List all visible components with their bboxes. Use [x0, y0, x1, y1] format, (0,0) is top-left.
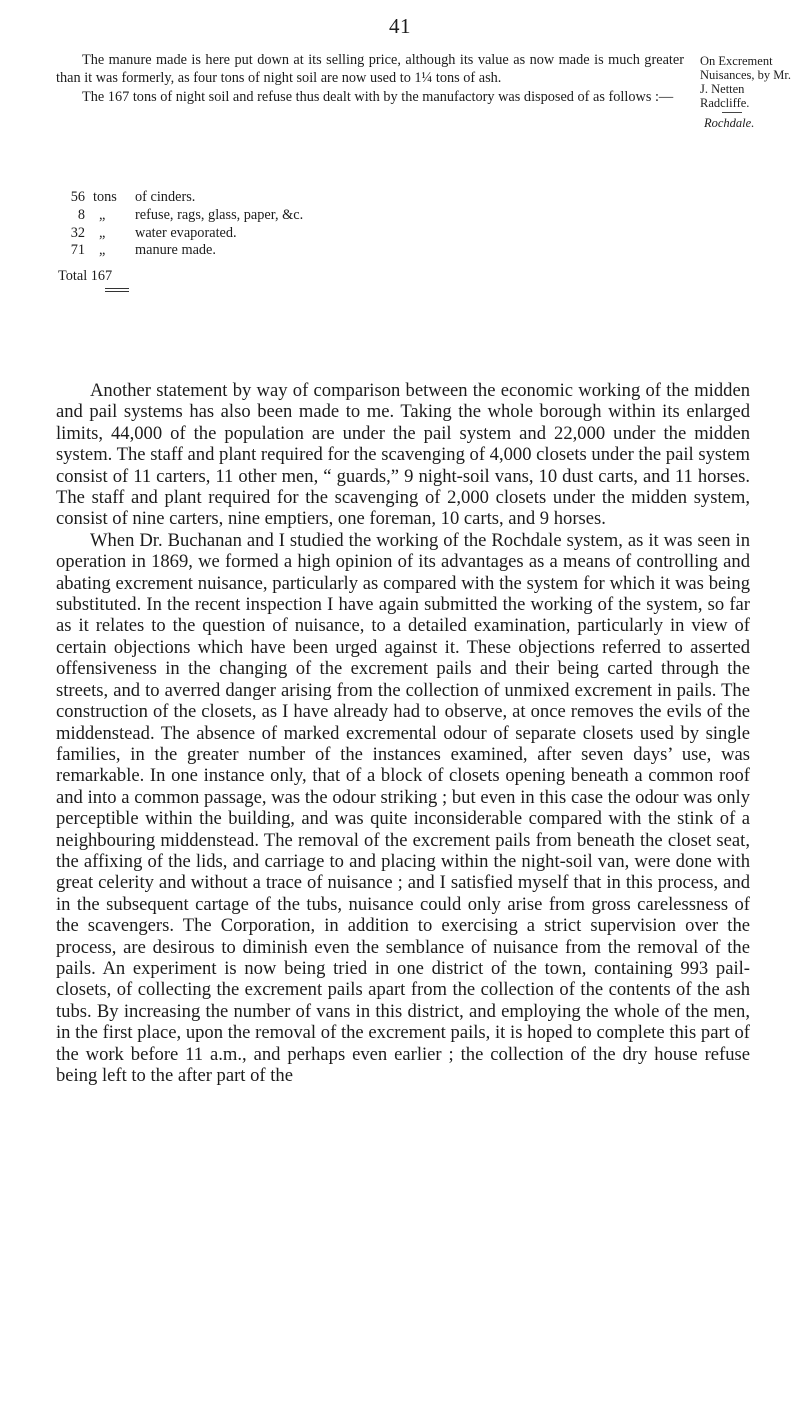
paragraph-comparison: Another statement by way of comparison between the economic working of the midden and pail systems has also been made to me. Taking the whole borough within its enlarged limits, 44,000 of the population are under the pail system and 22,000 under the midden system. The staff and plant required for the scavenging of 4,000 closets under the pail system consist of 11 carters, 11 other men, “ guards,” 9 night-soil vans, 10 dust carts, and 11 horses. The staff and plant required for the scavenging of 2,000 closets under the midden system, consist of nine carters, nine emptiers, one foreman, 10 carts, and 9 horses. [56, 380, 750, 530]
table-row [58, 207, 578, 225]
margin-note [700, 54, 796, 130]
main-text [56, 380, 750, 1086]
row-item: refuse, rags, glass, paper, &c. [135, 206, 304, 223]
table-row [58, 242, 578, 260]
disposal-table [58, 189, 578, 292]
paragraph-rochdale-system: When Dr. Buchanan and I studied the working of the Rochdale system, as it was seen in operation in 1869, we formed a high opinion of its advantages as a means of controlling and abating excrement nuisance, particularly as compared with the system for which it was being substituted. In the recent inspection I have again submitted the working of the system, so far as it relates to the question of nuisance, to a detailed examination, particularly in view of certain objections which have been urged against it. These objections referred to asserted offensiveness in the changing of the excrement pails and their being carted through the streets, and to averred danger arising from the collection of unmixed excrement in pails. The construction of the closets, as I have already had to observe, at once removes the evils of the middenstead. The absence of marked excremental odour of separate closets used by single families, in the greater number of the instances examined, after seven days’ use, was remarkable. In one instance only, that of a block of closets opening beneath a common roof and into a common passage, was the odour striking ; but even in this case the odour was only perceptible within the building, and was quite inconsiderable compared with the stink of a neighbouring middenstead. The removal of the excrement pails from beneath the closet seat, the affixing of the lids, and carriage to and placing within the night-soil van, were done with great celerity and without a trace of nuisance ; and I satisfied myself that in this process, and in the subsequent cartage of the tubs, nuisance could only arise from gross carelessness of the scavengers. The Corporation, in addition to exercising a strict supervision over the process, are desirous to diminish even the semblance of nuisance from the removal of the pails. An experiment is now being tried in one district of the town, containing 993 pail-closets, of collecting the excrement pails apart from the collection of the contents of the ash tubs. By increasing the number of vans in this district, and employing the whole of the men, in the first place, upon the removal of the excrement pails, it is hoped to complete this part of the work before 11 a.m., and perhaps even earlier ; the collection of the dry house refuse being left to the after part of the [56, 529, 750, 1086]
table-row [58, 189, 578, 207]
row-count: 32 [70, 224, 85, 241]
row-unit: tons [93, 189, 117, 205]
row-item: of cinders. [135, 189, 196, 205]
intro-paragraph-disposal: The 167 tons of night soil and refuse thus dealt with by the manufactory was disposed of as follows :— [82, 89, 674, 105]
row-unit: „ [99, 242, 106, 259]
table-row [58, 225, 578, 243]
margin-note-title: On Excrement Nuisances, by Mr. J. Netten Radcliffe. [700, 54, 791, 110]
margin-note-place: Rochdale. [704, 116, 755, 130]
row-unit: „ [99, 206, 106, 223]
row-count: 56 [70, 189, 85, 205]
total-double-rule [105, 288, 129, 292]
row-count: 71 [70, 242, 85, 259]
row-count: 8 [77, 206, 85, 223]
margin-note-divider [722, 112, 742, 113]
intro-paragraph-manure-price: The manure made is here put down at its selling price, although its value as now made is much greater than it was formerly, as four tons of night soil are now used to 1¼ tons of ash. [56, 52, 684, 86]
row-item: manure made. [135, 242, 216, 259]
intro-text [56, 52, 684, 107]
row-item: water evaporated. [135, 224, 237, 241]
page-number: 41 [389, 14, 411, 38]
table-total: Total 167 [58, 268, 113, 285]
row-unit: „ [99, 224, 106, 241]
